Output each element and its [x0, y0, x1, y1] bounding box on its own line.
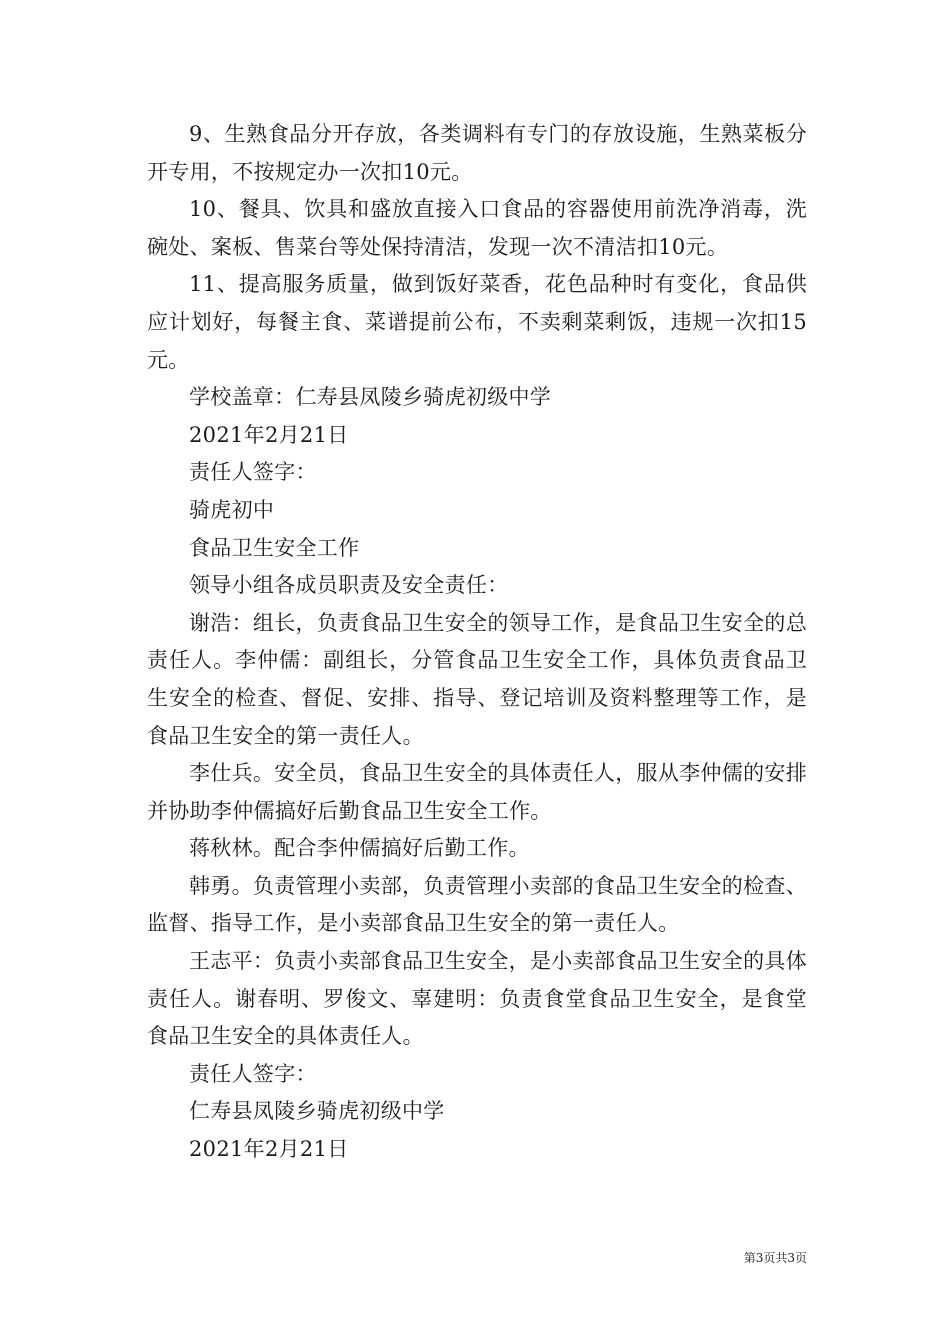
- section-title-line-1: 食品卫生安全工作: [189, 535, 360, 560]
- duty-paragraph-shop-manager: 韩勇。负责管理小卖部，负责管理小卖部的食品卫生安全的检查、监督、指导工作，是小卖部食品卫生安全的第一责任人。: [147, 873, 807, 936]
- signature-line: 责任人签字：: [189, 460, 317, 485]
- duty-paragraph-safety-officer: 李仕兵。安全员，食品卫生安全的具体责任人，服从李仲儒的安排并协助李仲儒搞好后勤食品卫生安全工作。: [147, 761, 807, 823]
- document-body: [147, 116, 807, 1169]
- date-line: 2021年2月21日: [189, 422, 349, 447]
- school-short-name: 骑虎初中: [189, 497, 275, 522]
- rule-item-10: 10、餐具、饮具和盛放直接入口食品的容器使用前洗净消毒，洗碗处、案板、售菜台等处保持清洁，发现一次不清洁扣10元。: [147, 197, 807, 259]
- duty-paragraph-leaders: 谢浩：组长，负责食品卫生安全的领导工作，是食品卫生安全的总责任人。李仲儒：副组长，分管食品卫生安全工作，具体负责食品卫生安全的检查、督促、安排、指导、登记培训及资料整理等工作，是食品卫生安全的第一责任人。: [147, 610, 807, 748]
- signature-line-2: 责任人签字：: [189, 1061, 317, 1086]
- school-seal-line: 学校盖章：仁寿县凤陵乡骑虎初级中学: [189, 385, 552, 410]
- section-title-line-2: 领导小组各成员职责及安全责任：: [189, 573, 509, 598]
- duty-paragraph-logistics: 蒋秋林。配合李仲儒搞好后勤工作。: [189, 836, 530, 861]
- date-line-2: 2021年2月21日: [189, 1137, 349, 1162]
- rule-item-9: 9、生熟食品分开存放，各类调料有专门的存放设施，生熟菜板分开专用，不按规定办一次扣10元。: [147, 122, 807, 184]
- duty-paragraph-shop-canteen: 王志平：负责小卖部食品卫生安全，是小卖部食品卫生安全的具体责任人。谢春明、罗俊文、辜建明：负责食堂食品卫生安全，是食堂食品卫生安全的具体责任人。: [147, 949, 807, 1049]
- page-number: 第3页共3页: [743, 1251, 807, 1265]
- rule-item-11: 11、提高服务质量，做到饭好菜香，花色品种时有变化，食品供应计划好，每餐主食、菜谱提前公布，不卖剩菜剩饭，违规一次扣15元。: [147, 272, 807, 372]
- school-full-name: 仁寿县凤陵乡骑虎初级中学: [189, 1099, 445, 1124]
